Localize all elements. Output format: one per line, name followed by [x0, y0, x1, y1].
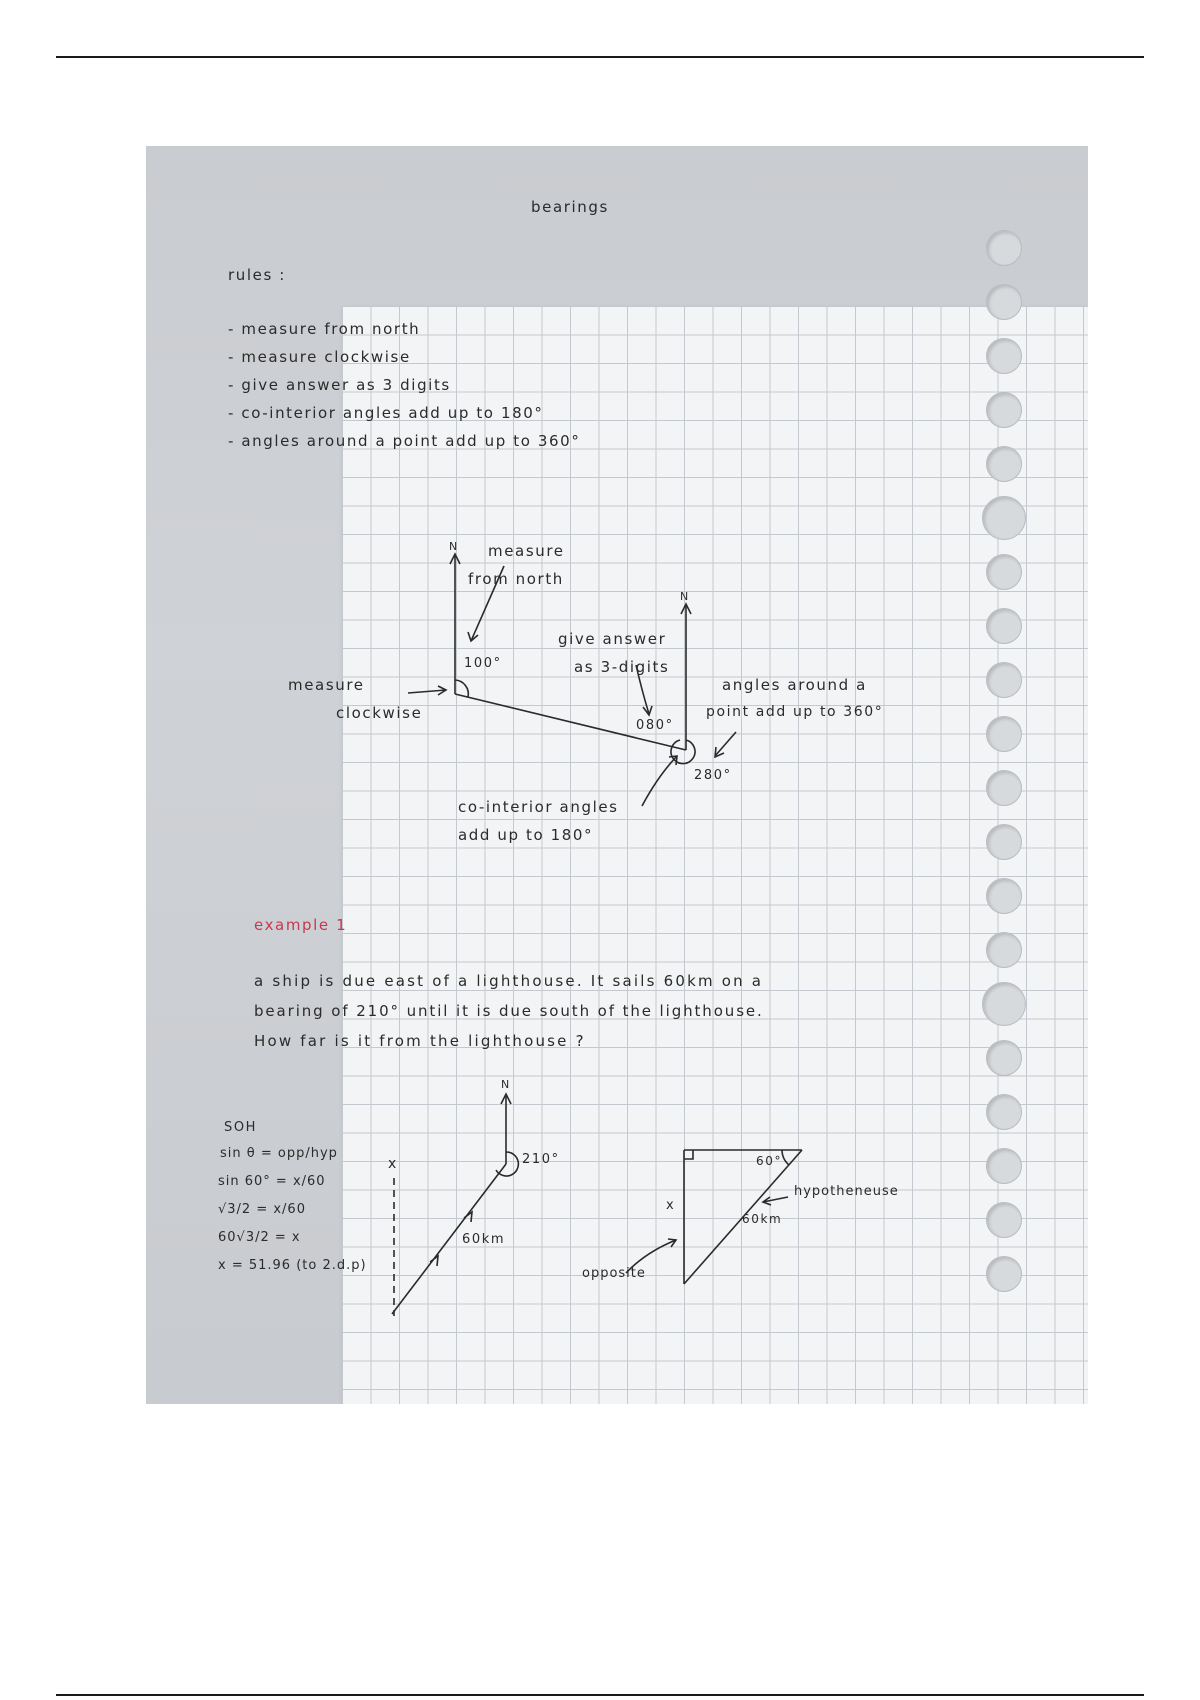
- working-line: x = 51.96 (to 2.d.p): [218, 1258, 367, 1273]
- annotation: clockwise: [336, 704, 423, 722]
- example-text: How far is it from the lighthouse ?: [254, 1032, 586, 1050]
- annotation: add up to 180°: [458, 826, 594, 844]
- example-text: a ship is due east of a lighthouse. It sails 60km on a: [254, 972, 764, 990]
- pointer-clockwise: [408, 690, 446, 693]
- north-label: N: [680, 590, 690, 603]
- pointer-co-interior: [642, 756, 677, 806]
- rule-item: - co-interior angles add up to 180°: [228, 404, 544, 422]
- rule-item: - measure from north: [228, 320, 421, 338]
- angle-label: 100°: [464, 656, 502, 671]
- example-heading: example 1: [254, 916, 348, 934]
- working-line: √3/2 = x/60: [218, 1202, 306, 1217]
- annotation: opposite: [582, 1266, 646, 1281]
- annotation: from north: [468, 570, 564, 588]
- top-rule: [56, 56, 1144, 58]
- angle-arc-60: [782, 1150, 789, 1165]
- working-line: SOH: [224, 1120, 258, 1135]
- working-line: 60√3/2 = x: [218, 1230, 301, 1245]
- rule-item: - measure clockwise: [228, 348, 411, 366]
- annotation: hypotheneuse: [794, 1184, 899, 1199]
- bottom-rule: [56, 1694, 1144, 1696]
- north-label: N: [501, 1078, 511, 1091]
- rule-item: - give answer as 3 digits: [228, 376, 451, 394]
- angle-label: 210°: [522, 1152, 560, 1167]
- north-label: N: [449, 540, 459, 553]
- working-line: sin θ = opp/hyp: [220, 1146, 338, 1161]
- right-angle-mark: [684, 1150, 693, 1159]
- x-label: x: [666, 1198, 676, 1213]
- example-text: bearing of 210° until it is due south of the lighthouse.: [254, 1002, 764, 1020]
- annotation: co-interior angles: [458, 798, 619, 816]
- rule-item: - angles around a point add up to 360°: [228, 432, 581, 450]
- annotation: give answer: [558, 630, 667, 648]
- angle-arc-280: [671, 740, 695, 764]
- annotation: measure: [288, 676, 365, 694]
- x-label: x: [388, 1156, 398, 1172]
- angle-label: 280°: [694, 768, 732, 783]
- working-line: sin 60° = x/60: [218, 1174, 326, 1189]
- pointer-around: [715, 732, 736, 756]
- page-title: bearings: [531, 198, 609, 216]
- annotation: as 3-digits: [574, 658, 670, 676]
- notebook-photo: [146, 146, 1088, 1404]
- side-label: 60km: [742, 1212, 783, 1226]
- angle-label: 60°: [756, 1154, 783, 1168]
- angle-label: 080°: [636, 718, 674, 733]
- annotation: angles around a: [722, 676, 867, 694]
- rules-heading: rules :: [228, 266, 286, 284]
- annotation: measure: [488, 542, 565, 560]
- annotation: point add up to 360°: [706, 704, 884, 720]
- distance-label: 60km: [462, 1232, 506, 1247]
